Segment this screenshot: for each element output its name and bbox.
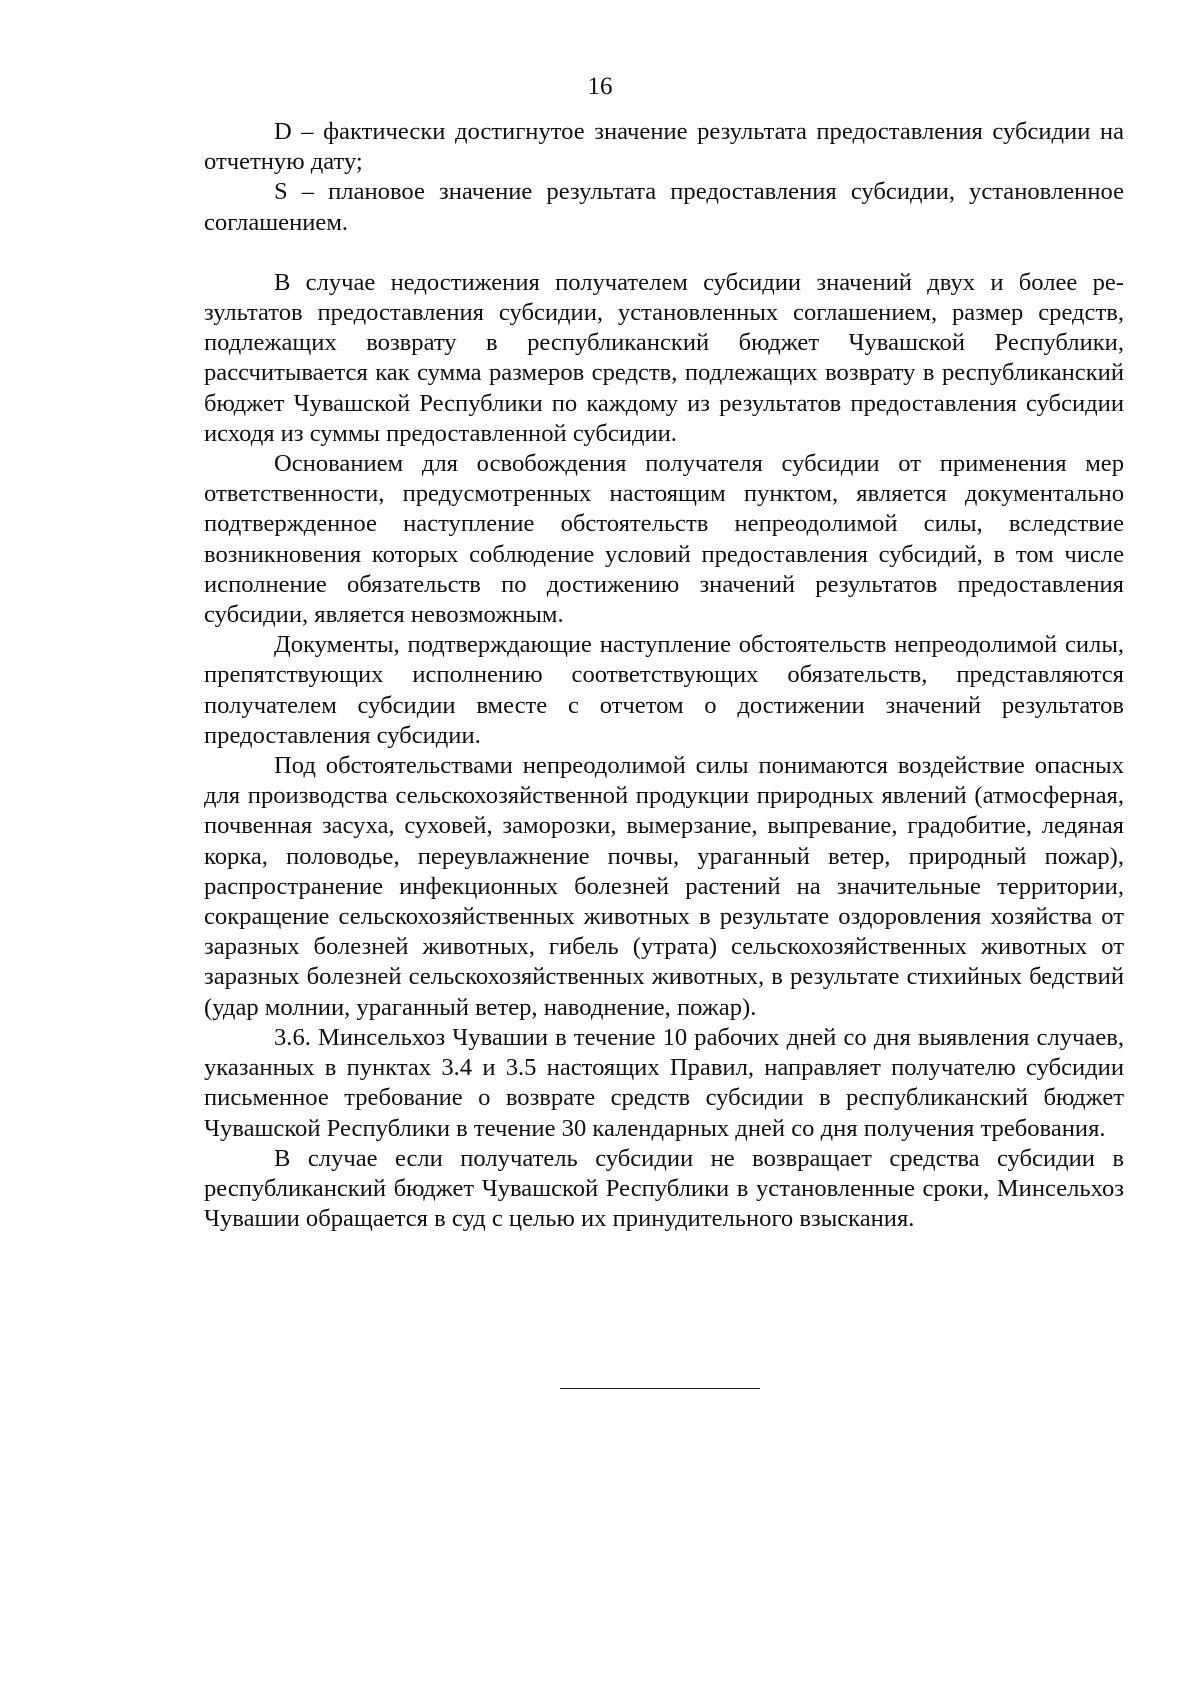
paragraph-d-definition: D – фактически достигнутое значение результата предоставления субсидии на отчетную дату; xyxy=(204,118,1124,176)
end-of-document-rule xyxy=(560,1388,760,1389)
paragraph-supporting-documents: Документы, подтверждающие наступление обстоятельств непреодолимой силы, препятствующих исполнению соответствующих обязательств, представляются получателем субсидии вместе с отчетом о достижении значений результатов предоставления субсидии. xyxy=(204,631,1124,749)
paragraph-force-majeure-definition: Под обстоятельствами непреодолимой силы понимаются воздействие опасных для производства сельскохозяйственной продукции природных явлений (атмосферная, почвенная засуха, суховей, заморозки, вымерзание, выпревание, градобитие, ледяная корка, половодье, переувлажнение почвы, ураганный ветер, природный пожар), распространение инфекционных болезней растений на значительные территории, сокращение сельскохозяйственных животных в результате оздоровления хозяйства от заразных болезней животных, гибель (утрата) сельскохозяйственных животных от заразных болезней сельскохозяйственных животных, в результате стихийных бедствий (удар молнии, ураганный ветер, наводнение, пожар). xyxy=(204,752,1124,1021)
paragraph-section-3-6: 3.6. Минсельхоз Чувашии в течение 10 рабочих дней со дня выявления случаев, указанных в пунктах 3.4 и 3.5 настоящих Правил, направляет получателю субсидии письменное требование о возврате средств субсидии в республиканский бюджет Чувашской Республики в течение 30 календарных дней со дня получения требования. xyxy=(204,1023,1124,1142)
paragraph-court-recovery: В случае если получатель субсидии не возвращает средства субсидии в республиканский бюджет Чувашской Республики в установленные сроки, Минсельхоз Чувашии обращается в суд с целью их принудительного взыскания. xyxy=(204,1144,1124,1233)
document-body xyxy=(204,117,1124,1234)
paragraph-multiple-results: В случае недостижения получателем субсидии значений двух и более результатов предоставления субсидии, установленных соглашением, размер средств, подлежащих возврату в республиканский бюджет Чувашской Республики, рассчитывается как сумма размеров средств, подлежащих возврату в республиканский бюджет Чувашской Республики по каждому из результатов предоставления субсидии исходя из суммы предоставленной субсидии. xyxy=(204,268,1124,447)
page-number: 16 xyxy=(587,73,613,100)
paragraph-exemption-basis: Основанием для освобождения получателя субсидии от применения мер ответственности, предусмотренных настоящим пунктом, является документально подтвержденное наступление обстоятельств непреодолимой силы, вследствие возникновения которых соблюдение условий предоставления субсидий, в том числе исполнение обязательств по достижению значений результатов предоставления субсидии, является невозможным. xyxy=(204,450,1124,629)
paragraph-s-definition: S – плановое значение результата предоставления субсидии, установленное соглашением. xyxy=(204,178,1124,236)
